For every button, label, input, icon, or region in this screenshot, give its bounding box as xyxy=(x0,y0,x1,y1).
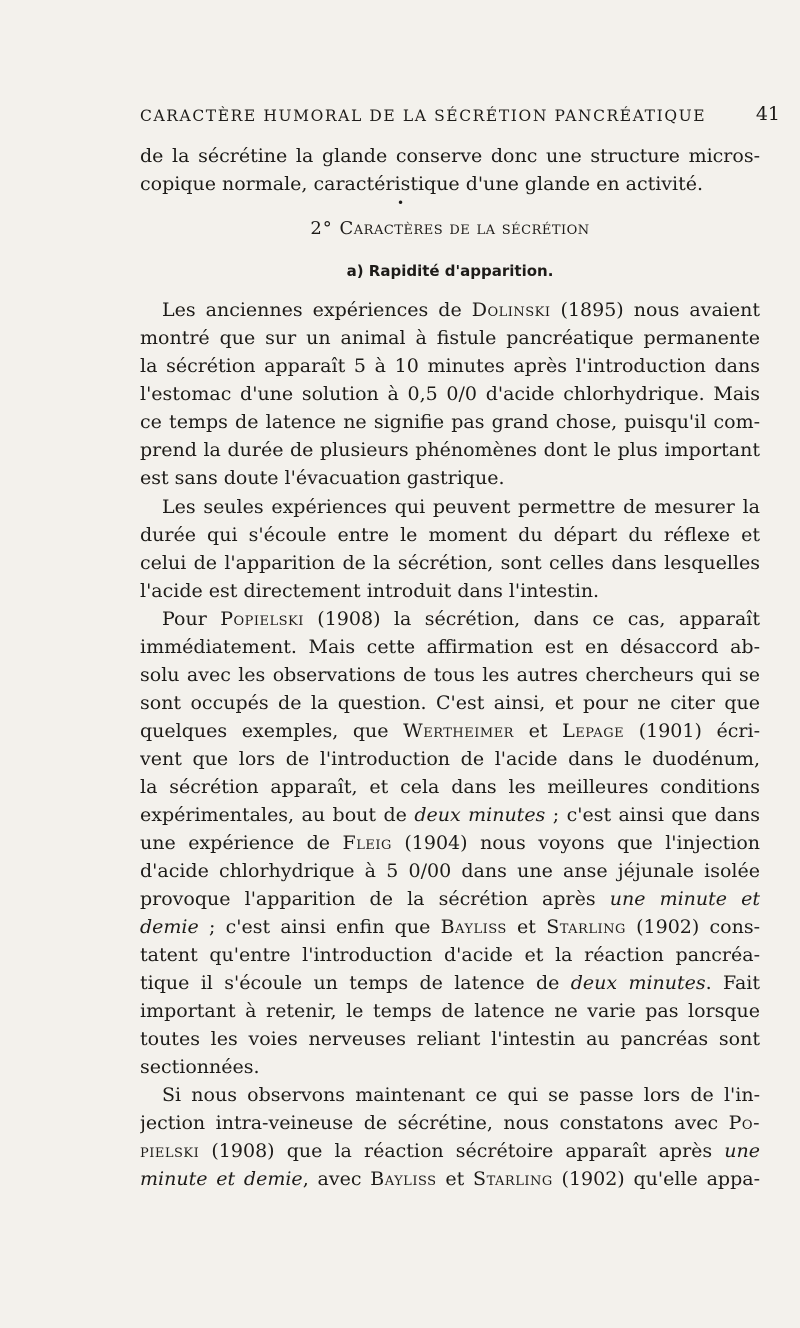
author-name: Starling xyxy=(546,916,626,938)
paragraph-injection: Si nous observons maintenant ce qui se passe lors de l'in- jection intra-veineuse de sécrétine, nous constatons avec Po- pielski (1908) que la réaction sécrétoire apparaît après une minute et demie, avec Bayliss et Starling (1902) qu'elle appa- xyxy=(140,1084,760,1190)
running-title: CARACTÈRE HUMORAL DE LA SÉCRÉTION PANCRÉATIQUE xyxy=(140,107,707,125)
author-name: pielski xyxy=(140,1140,200,1162)
author-name: Lepage xyxy=(562,720,625,742)
subsection-heading: a) Rapidité d'apparition. xyxy=(346,262,554,280)
author-name: Fleig xyxy=(342,832,392,854)
author-name: Starling xyxy=(473,1168,553,1190)
author-name: Wertheimer xyxy=(403,720,514,742)
paragraph-dolinski: Les anciennes expériences de Dolinski (1895) nous avaient montré que sur un animal à fistule pancréatique permanente la sécrétion apparaît 5 à 10 minutes après l'introduction dans l'estomac d'une solution à 0,5 0/0 d'acide chlorhydrique. Mais ce temps de latence ne signifie pas grand chose, puisqu'il com- prend la durée de plusieurs phénomènes dont le plus important est sans doute l'évacuation gastrique. xyxy=(140,299,760,489)
section-title: Caractères de la sécrétion xyxy=(339,218,590,239)
author-name: Popielski xyxy=(220,608,304,630)
intro-paragraph: de la sécrétine la glande conserve donc une structure micros- copique normale, caractéristique d'une glande en activité. xyxy=(140,145,760,195)
paragraph-popielski: Pour Popielski (1908) la sécrétion, dans ce cas, apparaît immédiatement. Mais cette affirmation est en désaccord ab- solu avec les observations de tous les autres chercheurs qui se sont occupés de la question. C'est ainsi, et pour ne citer que quelques exemples, que Wertheimer et Lepage (1901) écri- vent que lors de l'introduction de l'acide dans le duodénum, la sécrétion apparaît, et cela dans les meilleures conditions expérimentales, au bout de deux minutes ; c'est ainsi que dans une expérience de Fleig (1904) nous voyons que l'injection d'acide chlorhydrique à 5 0/00 dans une anse jéjunale isolée provoque l'apparition de la sécrétion après une minute et demie ; c'est ainsi enfin que Bayliss et Starling (1902) cons- tatent qu'entre l'introduction d'acide et la réaction pancréa- tique il s'écoule un temps de latence de deux minutes. Fait important à retenir, le temps de latence ne varie pas lorsque toutes les voies nerveuses reliant l'intestin au pancréas sont sectionnées. xyxy=(140,608,760,1078)
section-number: 2° xyxy=(310,218,333,239)
page-number: 41 xyxy=(755,103,780,125)
author-name: Bayliss xyxy=(440,916,507,938)
author-name: Dolinski xyxy=(471,299,551,321)
author-name: Bayliss xyxy=(370,1168,437,1190)
running-head xyxy=(140,103,780,133)
paragraph-seules-experiences: Les seules expériences qui peuvent permettre de mesurer la durée qui s'écoule entre le moment du départ du réflexe et celui de l'apparition de la sécrétion, sont celles dans lesquelles l'acide est directement introduit dans l'intestin. xyxy=(140,496,760,602)
author-name: Po- xyxy=(728,1112,760,1134)
section-heading xyxy=(140,218,760,239)
stray-mark: • xyxy=(397,196,405,210)
